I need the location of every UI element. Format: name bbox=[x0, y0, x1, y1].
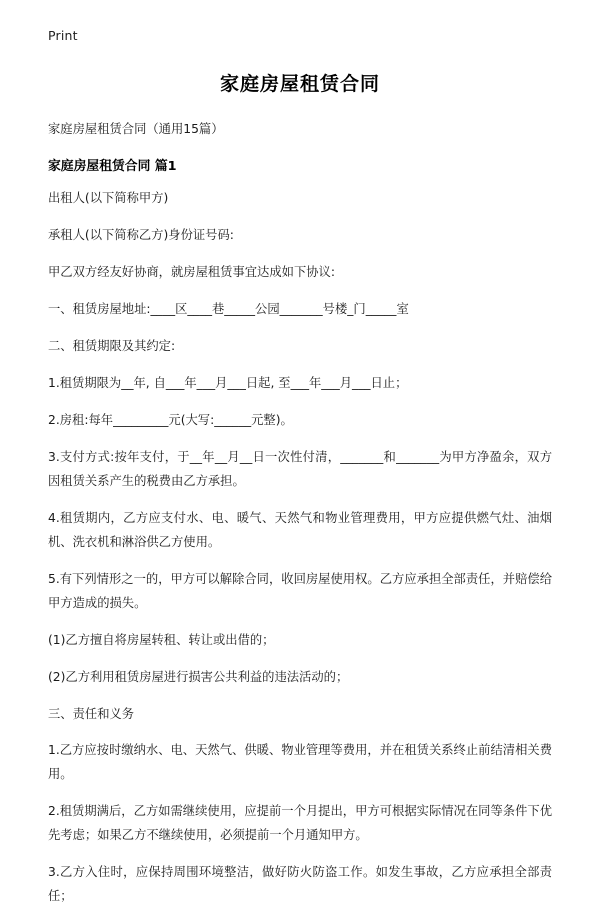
document-subtitle: 家庭房屋租赁合同（通用15篇） bbox=[48, 122, 224, 136]
paragraph: 承租人(以下简称乙方)身份证号码: bbox=[48, 227, 234, 242]
paragraph: 4.租赁期内，乙方应支付水、电、暖气、天然气和物业管理费用，甲方应提供燃气灶、油烟机、洗衣机和淋浴供乙方使用。 bbox=[48, 510, 552, 549]
paragraph: (2)乙方利用租赁房屋进行损害公共利益的违法活动的； bbox=[48, 669, 349, 684]
paragraph: 2.租赁期满后，乙方如需继续使用，应提前一个月提出，甲方可根据实际情况在同等条件下优先考虑；如果乙方不继续使用，必须提前一个月通知甲方。 bbox=[48, 804, 552, 843]
paragraph: 甲乙双方经友好协商，就房屋租赁事宜达成如下协议: bbox=[48, 264, 335, 279]
print-button[interactable]: Print bbox=[48, 28, 78, 43]
section-heading: 家庭房屋租赁合同 篇1 bbox=[48, 158, 177, 174]
paragraph: 2.房租:每年_________元(大写:______元整)。 bbox=[48, 412, 293, 427]
paragraph: 3.乙方入住时，应保持周围环境整洁，做好防火防盗工作。如发生事故，乙方应承担全部责任； bbox=[48, 865, 552, 904]
paragraph: (1)乙方擅自将房屋转租、转让或出借的； bbox=[48, 632, 275, 647]
paragraph: 3.支付方式:按年支付，于__年__月__日一次性付清，_______和_______为甲方净盈余，双方因租赁关系产生的税费由乙方承担。 bbox=[48, 449, 552, 488]
paragraph: 出租人(以下简称甲方) bbox=[48, 190, 169, 205]
paragraph: 5.有下列情形之一的，甲方可以解除合同，收回房屋使用权。乙方应承担全部责任，并赔偿给甲方造成的损失。 bbox=[48, 571, 552, 610]
paragraph: 二、租赁期限及其约定: bbox=[48, 338, 176, 353]
paragraph: 1.乙方应按时缴纳水、电、天然气、供暖、物业管理等费用，并在租赁关系终止前结清相关费用。 bbox=[48, 743, 552, 782]
page-title: 家庭房屋租赁合同 bbox=[219, 73, 380, 95]
paragraph: 三、责任和义务 bbox=[48, 706, 135, 721]
paragraph: 一、租赁房屋地址:____区____巷_____公园_______号楼_门_____室 bbox=[48, 301, 409, 316]
paragraph: 1.租赁期限为__年, 自___年___月___日起, 至___年___月___日止； bbox=[48, 375, 408, 390]
